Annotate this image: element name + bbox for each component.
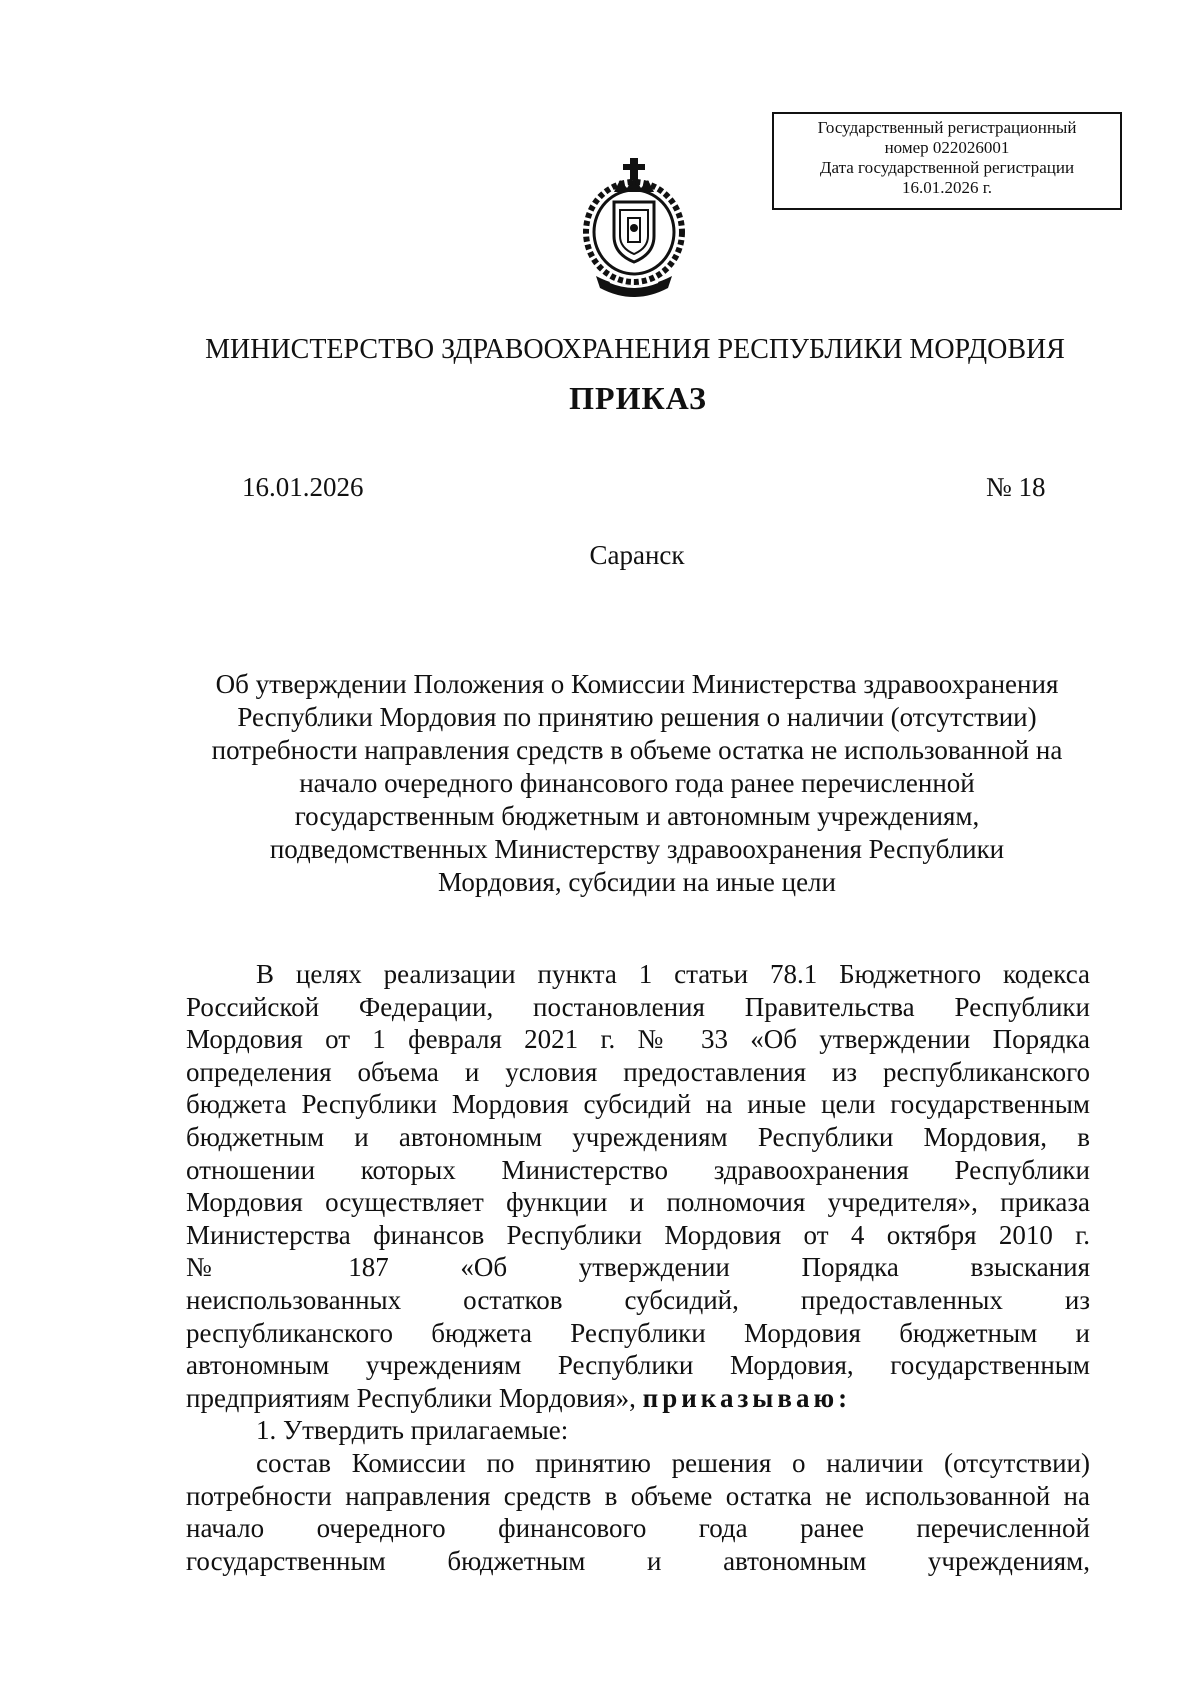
order-number: № 18 [986, 472, 1046, 502]
body-line-text: предприятиям Республики Мордовия», [186, 1382, 636, 1413]
coat-of-arms-emblem-icon [580, 158, 688, 308]
order-body [186, 958, 1090, 1577]
subject-line: государственным бюджетным и автономным учреждениям, [294, 801, 980, 831]
registration-line-1: Государственный регистрационный [817, 118, 1077, 137]
registration-line-2: номер 022026001 [884, 138, 1010, 157]
body-line: Мордовия осуществляет функции и полномочия учредителя», приказа [186, 1187, 1090, 1218]
body-line: Российской Федерации, постановления Правительства Республики [186, 991, 1090, 1022]
body-line: Мордовия от 1 февраля 2021 г. № 33 «Об утверждении Порядка [186, 1024, 1090, 1055]
order-city: Саранск [589, 540, 685, 570]
body-line: отношении которых Министерство здравоохранения Республики [186, 1154, 1090, 1185]
order-subject [160, 668, 1114, 899]
order-directive: приказываю: [642, 1382, 852, 1413]
subject-line: Республики Мордовия по принятию решения о наличии (отсутствии) [237, 702, 1037, 732]
subject-line: Об утверждении Положения о Комиссии Министерства здравоохранения [215, 669, 1059, 699]
ministry-name: МИНИСТЕРСТВО ЗДРАВООХРАНЕНИЯ РЕСПУБЛИКИ МОРДОВИЯ [205, 334, 1065, 365]
item-line: начало очередного финансового года ранее перечисленной [186, 1513, 1090, 1544]
registration-stamp [772, 112, 1122, 210]
item-line: государственным бюджетным и автономным учреждениям, [186, 1545, 1090, 1576]
registration-line-4: 16.01.2026 г. [901, 178, 993, 197]
subject-line: подведомственных Министерству здравоохранения Республики [269, 834, 1005, 864]
body-line: определения объема и условия предоставления из республиканского [186, 1056, 1090, 1087]
subject-line: потребности направления средств в объеме остатка не использованной на [211, 735, 1063, 765]
subject-line: Мордовия, субсидии на иные цели [438, 867, 836, 897]
item-line: потребности направления средств в объеме остатка не использованной на [186, 1480, 1090, 1511]
body-line: неиспользованных остатков субсидий, предоставленных из [186, 1284, 1090, 1315]
body-line: № 187 «Об утверждении Порядка взыскания [186, 1252, 1090, 1283]
body-line-final [186, 1382, 1090, 1415]
body-line: Министерства финансов Республики Мордовия от 4 октября 2010 г. [186, 1219, 1090, 1250]
body-line: бюджета Республики Мордовия субсидий на иные цели государственным [186, 1089, 1090, 1120]
order-date: 16.01.2026 [242, 472, 364, 502]
item-heading: 1. Утвердить прилагаемые: [256, 1415, 569, 1446]
body-line: бюджетным и автономным учреждениям Республики Мордовия, в [186, 1121, 1090, 1152]
item-line: состав Комиссии по принятию решения о наличии (отсутствии) [256, 1447, 1090, 1478]
subject-line: начало очередного финансового года ранее перечисленной [299, 768, 975, 798]
registration-line-3: Дата государственной регистрации [819, 158, 1075, 177]
body-line: республиканского бюджета Республики Мордовия бюджетным и [186, 1317, 1090, 1348]
body-line: автономным учреждениям Республики Мордовия, государственным [186, 1350, 1090, 1381]
body-line: В целях реализации пункта 1 статьи 78.1 Бюджетного кодекса [256, 959, 1090, 989]
document-type: ПРИКАЗ [569, 380, 707, 416]
